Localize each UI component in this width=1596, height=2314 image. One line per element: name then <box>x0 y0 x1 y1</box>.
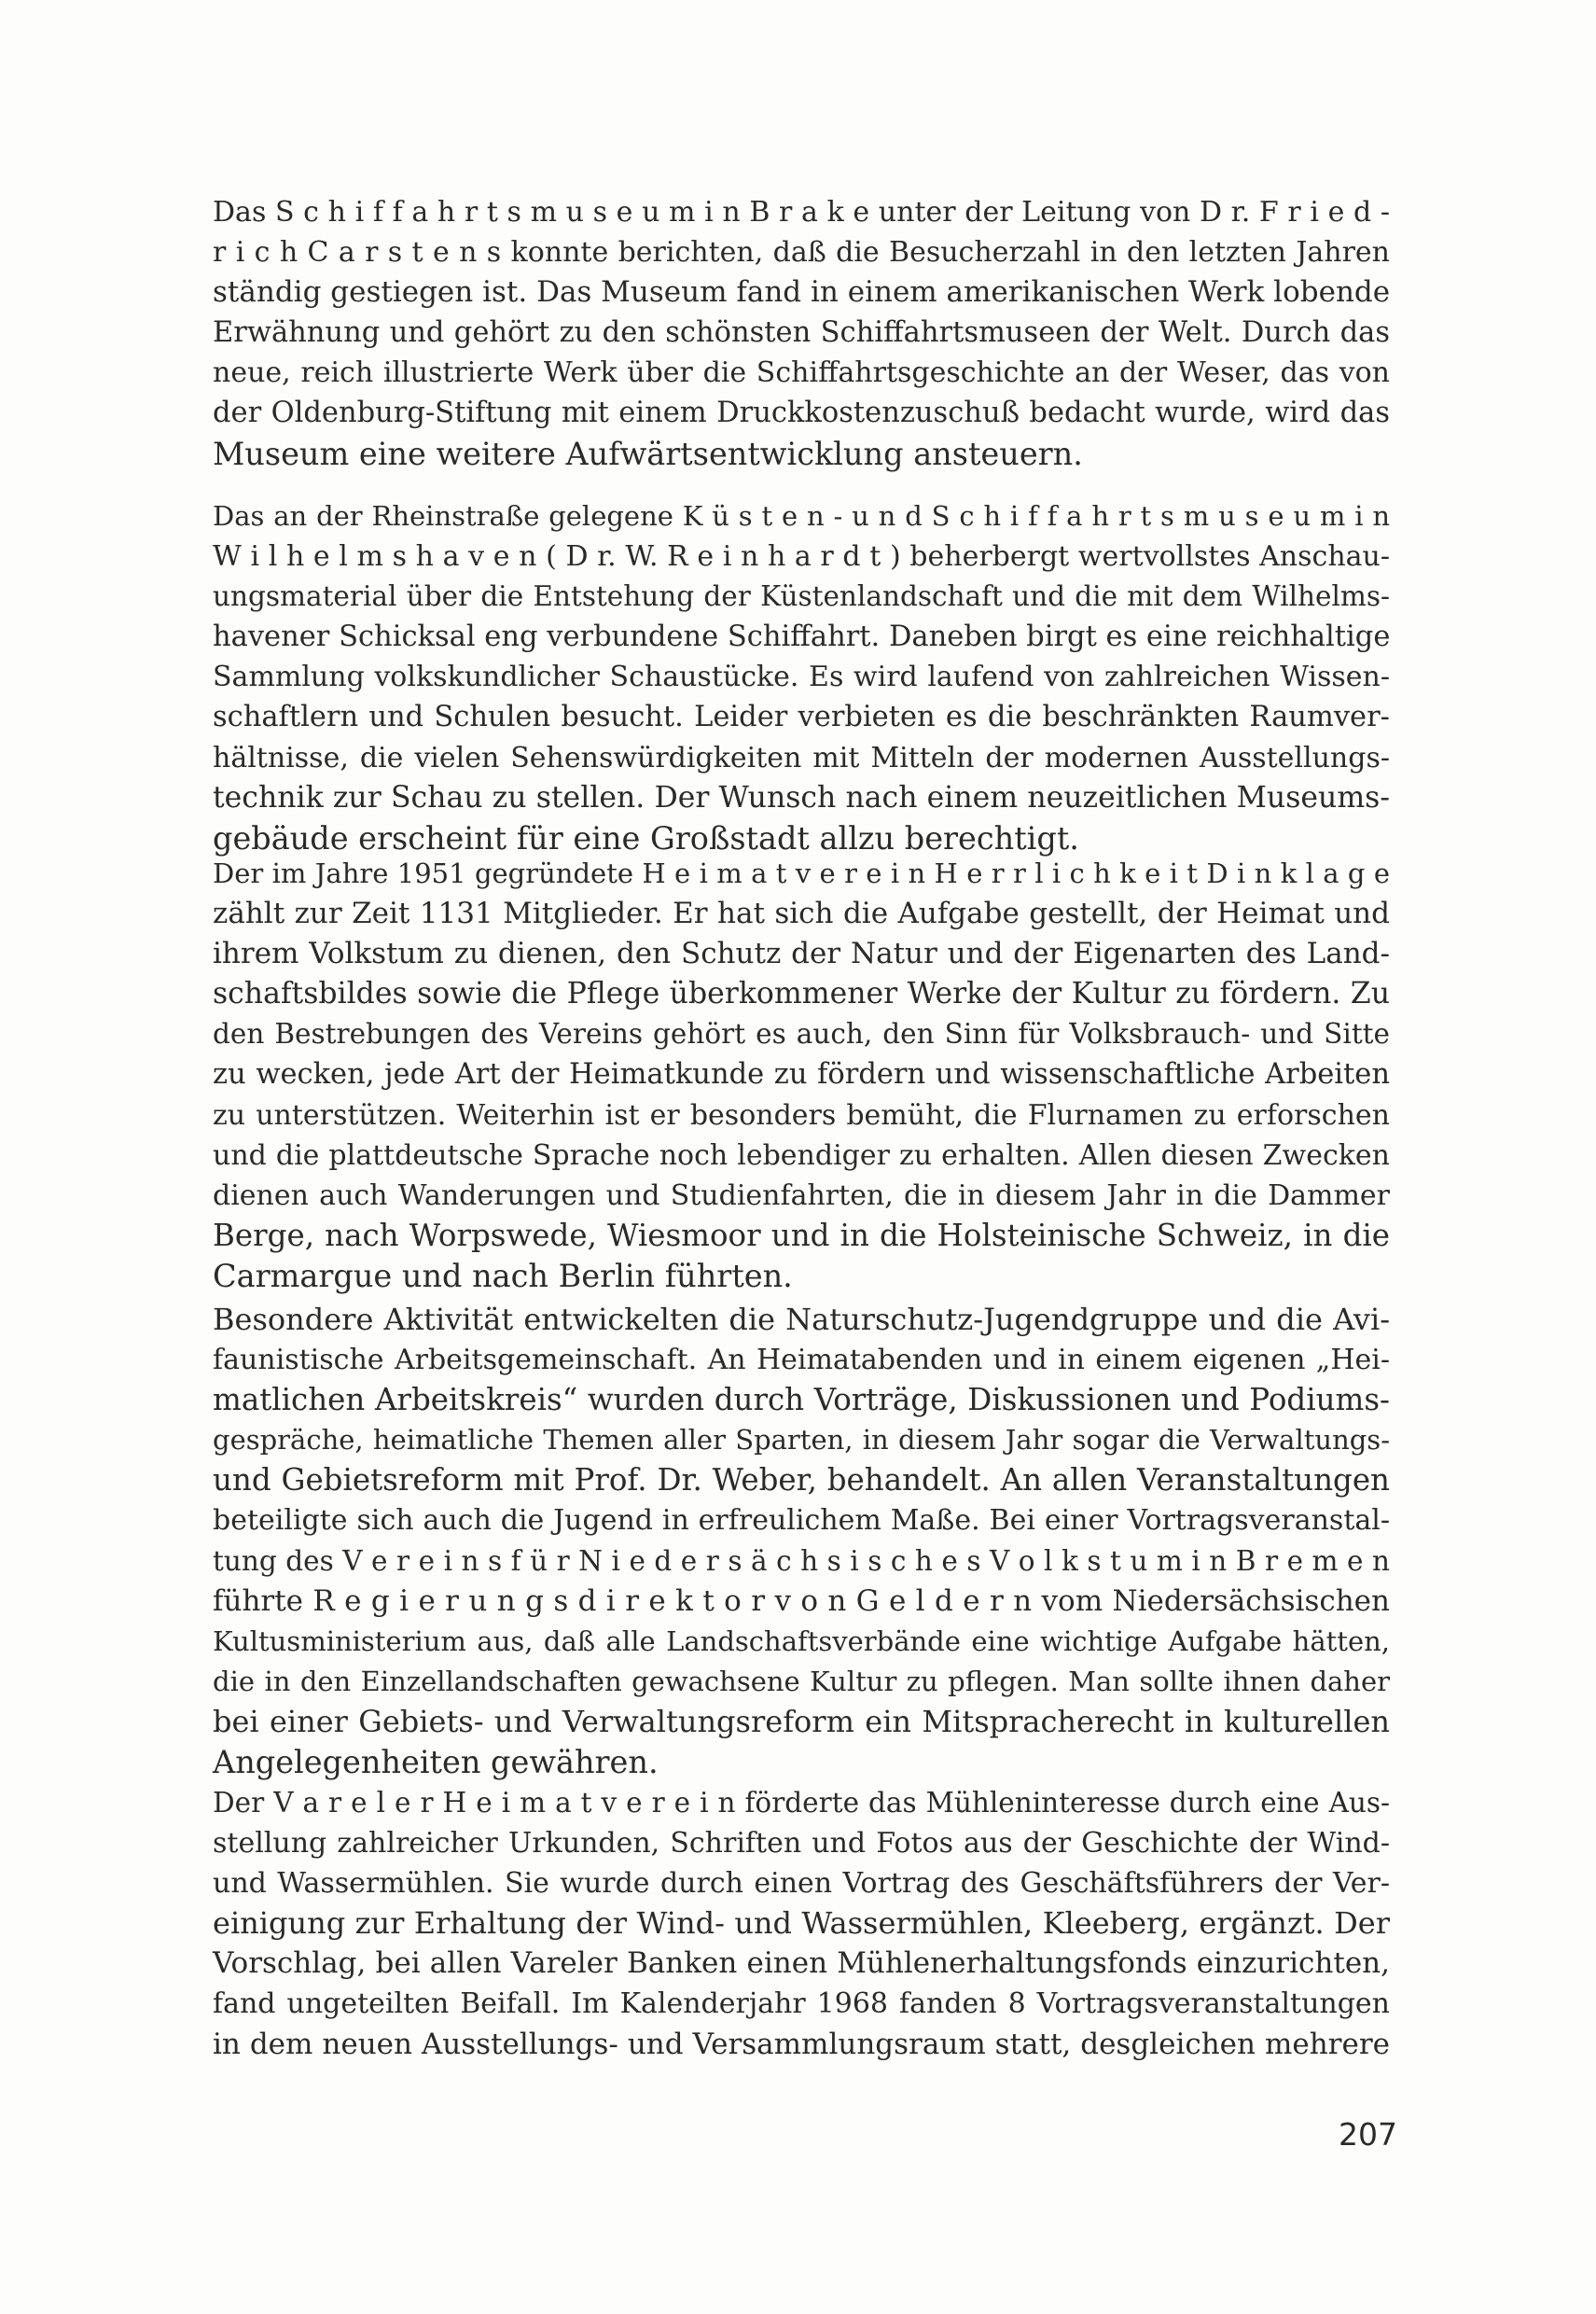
page-number: 207 <box>1339 2116 1397 2153</box>
text-line: gebäude erscheint für eine Großstadt allzu berechtigt. <box>213 819 1079 857</box>
text-line: Das an der Rheinstraße gelegene K ü s t e n - u n d S c h i f f a h r t s m u s e u m i n <box>213 500 1390 532</box>
text-line: tung des V e r e i n s f ü r N i e d e r s ä c h s i s c h e s V o l k s t u m i n B r e m e n <box>213 1544 1390 1577</box>
paragraph-heimatverein-dinklage <box>213 854 1390 1296</box>
text-line: zu wecken, jede Art der Heimatkunde zu fördern und wissenschaftliche Arbeiten <box>213 1058 1390 1092</box>
text-line: Der V a r e l e r H e i m a t v e r e i n förderte das Mühleninteresse durch eine Aus- <box>213 1787 1390 1819</box>
text-line: Vorschlag, bei allen Vareler Banken einen Mühlenerhaltungsfonds einzurichten, <box>213 1946 1390 1981</box>
text-line: Kultusministerium aus, daß alle Landschaftsverbände eine wichtige Aufgabe hätten, <box>213 1624 1390 1657</box>
text-line: havener Schicksal eng verbundene Schiffahrt. Daneben birgt es eine reichhaltige <box>213 620 1391 654</box>
text-line: der Oldenburg-Stiftung mit einem Druckkostenzuschuß bedacht wurde, wird das <box>213 397 1390 430</box>
text-line: faunistische Arbeitsgemeinschaft. An Heimatabenden und in einem eigenen „Hei- <box>213 1344 1390 1377</box>
text-line: gespräche, heimatliche Themen aller Sparten, in diesem Jahr sogar die Verwaltungs- <box>213 1424 1390 1457</box>
text-line: Erwähnung und gehört zu den schönsten Schiffahrtsmuseen der Welt. Durch das <box>213 316 1390 350</box>
text-line: in dem neuen Ausstellungs- und Versammlungsraum statt, desgleichen mehrere <box>213 2027 1390 2061</box>
text-line: matlichen Arbeitskreis“ wurden durch Vorträge, Diskussionen und Podiums- <box>213 1382 1390 1418</box>
paragraph-naturschutz-jugendgruppe <box>213 1300 1390 1782</box>
text-line: hältnisse, die vielen Sehenswürdigkeiten mit Mitteln der modernen Ausstellungs- <box>213 741 1390 774</box>
text-line: und Gebietsreform mit Prof. Dr. Weber, behandelt. An allen Veranstaltungen <box>213 1462 1390 1499</box>
text-line: zu unterstützen. Weiterhin ist er besonders bemüht, die Flurnamen zu erforschen <box>213 1098 1390 1132</box>
text-line: W i l h e l m s h a v e n ( D r. W. R e i n h a r d t ) beherbergt wertvollstes Anschau- <box>213 540 1390 574</box>
paragraph-schiffahrtsmuseum-brake <box>213 192 1390 474</box>
text-line: dienen auch Wanderungen und Studienfahrten, die in diesem Jahr in die Dammer <box>213 1178 1390 1212</box>
text-line: Der im Jahre 1951 gegründete H e i m a t v e r e i n H e r r l i c h k e i t D i n k l a g e <box>213 857 1390 889</box>
text-line: schaftlern und Schulen besucht. Leider verbieten es die beschränkten Raumver- <box>213 701 1390 734</box>
text-line: Das S c h i f f a h r t s m u s e u m i n B r a k e unter der Leitung von D r. F r i e d - <box>213 196 1390 229</box>
paragraph-kuesten-schiffahrtsmuseum <box>213 496 1390 858</box>
text-line: r i c h C a r s t e n s konnte berichten, daß die Besucherzahl in den letzten Jahren <box>213 236 1390 270</box>
text-line: zählt zur Zeit 1131 Mitglieder. Er hat sich die Aufgabe gestellt, der Heimat und <box>213 897 1390 931</box>
text-line: und die plattdeutsche Sprache noch lebendiger zu erhalten. Allen diesen Zwecken <box>213 1138 1390 1172</box>
text-line: Berge, nach Worpswede, Wiesmoor und in die Holsteinische Schweiz, in die <box>213 1217 1390 1253</box>
text-line: ihrem Volkstum zu dienen, den Schutz der Natur und der Eigenarten des Land- <box>213 937 1390 971</box>
text-line: den Bestrebungen des Vereins gehört es auch, den Sinn für Volksbrauch- und Sitte <box>213 1018 1390 1051</box>
text-line: Besondere Aktivität entwickelten die Naturschutz-Jugendgruppe und die Avi- <box>213 1302 1390 1337</box>
text-line: fand ungeteilten Beifall. Im Kalenderjahr 1968 fanden 8 Vortragsveranstaltungen <box>213 1987 1390 2021</box>
text-line: Museum eine weitere Aufwärtsentwicklung ansteuern. <box>213 435 1083 472</box>
text-line: ungsmaterial über die Entstehung der Küstenlandschaft und die mit dem Wilhelms- <box>213 580 1390 613</box>
text-line: beteiligte sich auch die Jugend in erfreulichem Maße. Bei einer Vortragsveranstal- <box>213 1504 1390 1538</box>
text-line: schaftsbildes sowie die Pflege überkommener Werke der Kultur zu fördern. Zu <box>213 977 1390 1011</box>
text-line: führte R e g i e r u n g s d i r e k t o r v o n G e l d e r n vom Niedersächsischen <box>213 1583 1390 1618</box>
text-line: Sammlung volkskundlicher Schaustücke. Es wird laufend von zahlreichen Wissen- <box>213 661 1390 694</box>
text-line: stellung zahlreicher Urkunden, Schriften und Fotos aus der Geschichte der Wind- <box>213 1827 1390 1861</box>
text-line: ständig gestiegen ist. Das Museum fand in einem amerikanischen Werk lobende <box>213 275 1391 310</box>
text-line: bei einer Gebiets- und Verwaltungsreform ein Mitspracherecht in kulturellen <box>213 1703 1390 1739</box>
paragraph-vareler-heimatverein <box>213 1783 1390 2065</box>
text-line: einigung zur Erhaltung der Wind- und Wassermühlen, Kleeberg, ergänzt. Der <box>213 1905 1390 1942</box>
text-line: Carmargue und nach Berlin führten. <box>213 1257 793 1294</box>
text-line: die in den Einzellandschaften gewachsene Kultur zu pflegen. Man sollte ihnen daher <box>213 1665 1390 1697</box>
text-line: neue, reich illustrierte Werk über die Schiffahrtsgeschichte an der Weser, das von <box>213 356 1390 390</box>
text-line: und Wassermühlen. Sie wurde durch einen Vortrag des Geschäftsführers der Ver- <box>213 1867 1390 1901</box>
text-line: Angelegenheiten gewähren. <box>213 1744 659 1781</box>
text-line: technik zur Schau zu stellen. Der Wunsch nach einem neuzeitlichen Museums- <box>213 780 1390 815</box>
